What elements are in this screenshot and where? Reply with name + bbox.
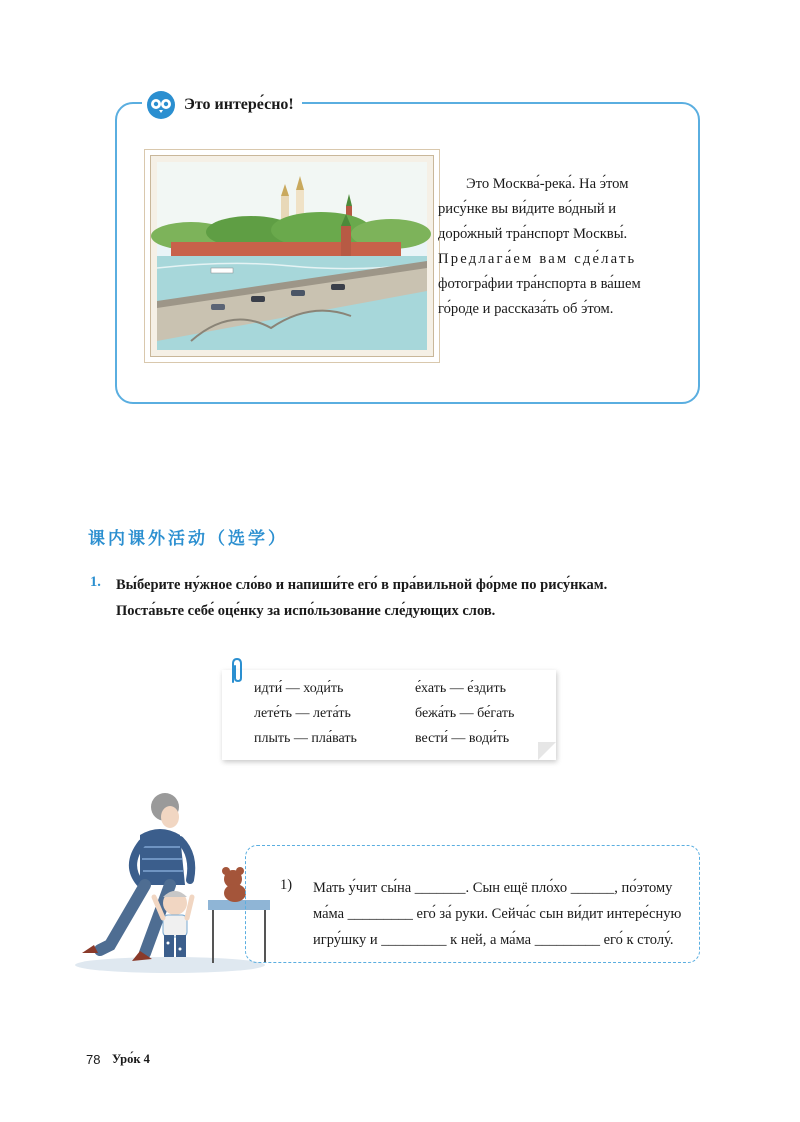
task-line: Поста́вьте себе́ оце́нку за испо́льзование сле́дующих слов. [116,603,496,619]
paperclip-icon [226,656,248,686]
info-box-text [438,172,664,322]
info-text-line: доро́жный тра́нспорт Москвы́. [438,226,628,242]
exercise-line: игру́шку и _________ к ней, а ма́ма _________ его́ к столу́. [313,932,674,948]
task-line: Вы́берите ну́жное сло́во и напиши́те его́ в пра́вильной фо́рме по рису́нкам. [116,577,608,593]
word-pair: лете́ть — лета́ть [254,706,351,721]
exercise-line: ма́ма _________ его́ за́ руки. Сейча́с сын ви́дит интере́сную [313,906,682,922]
lesson-label: Уро́к 4 [112,1052,150,1066]
moscow-river-drawing [151,156,433,356]
word-pair: плыть — пла́вать [254,731,357,746]
info-text-line: фотогра́фии тра́нспорта в ва́шем [438,276,641,292]
page-number: 78 [86,1052,101,1067]
word-pair: идти́ — ходи́ть [254,681,344,696]
word-pair: е́хать — е́здить [415,681,506,696]
info-text-line: рису́нке вы ви́дите во́дный и [438,201,617,217]
exercise-number: 1) [280,877,293,893]
info-text-line: го́роде и рассказа́ть об э́том. [438,301,614,317]
page-curl [538,742,556,760]
info-box-title: Это интере́сно! [184,96,294,113]
task-number: 1. [90,574,101,590]
moscow-river-illustration [150,155,434,357]
exercise-line: Мать у́чит сы́на _______. Сын ещё пло́хо ______, по́этому [313,880,673,896]
task-instructions [116,572,700,624]
owl-icon [146,90,176,120]
word-pair: вести́ — води́ть [415,731,510,746]
exercise-text [313,875,718,953]
info-text-line: Предлага́ем вам сде́лать [438,251,637,267]
info-text-line: Это Москва́-река́. На э́том [466,176,629,192]
word-pair: бежа́ть — бе́гать [415,706,515,721]
section-title: 课内课外活动（选学） [88,529,288,549]
info-box-header [142,88,302,122]
